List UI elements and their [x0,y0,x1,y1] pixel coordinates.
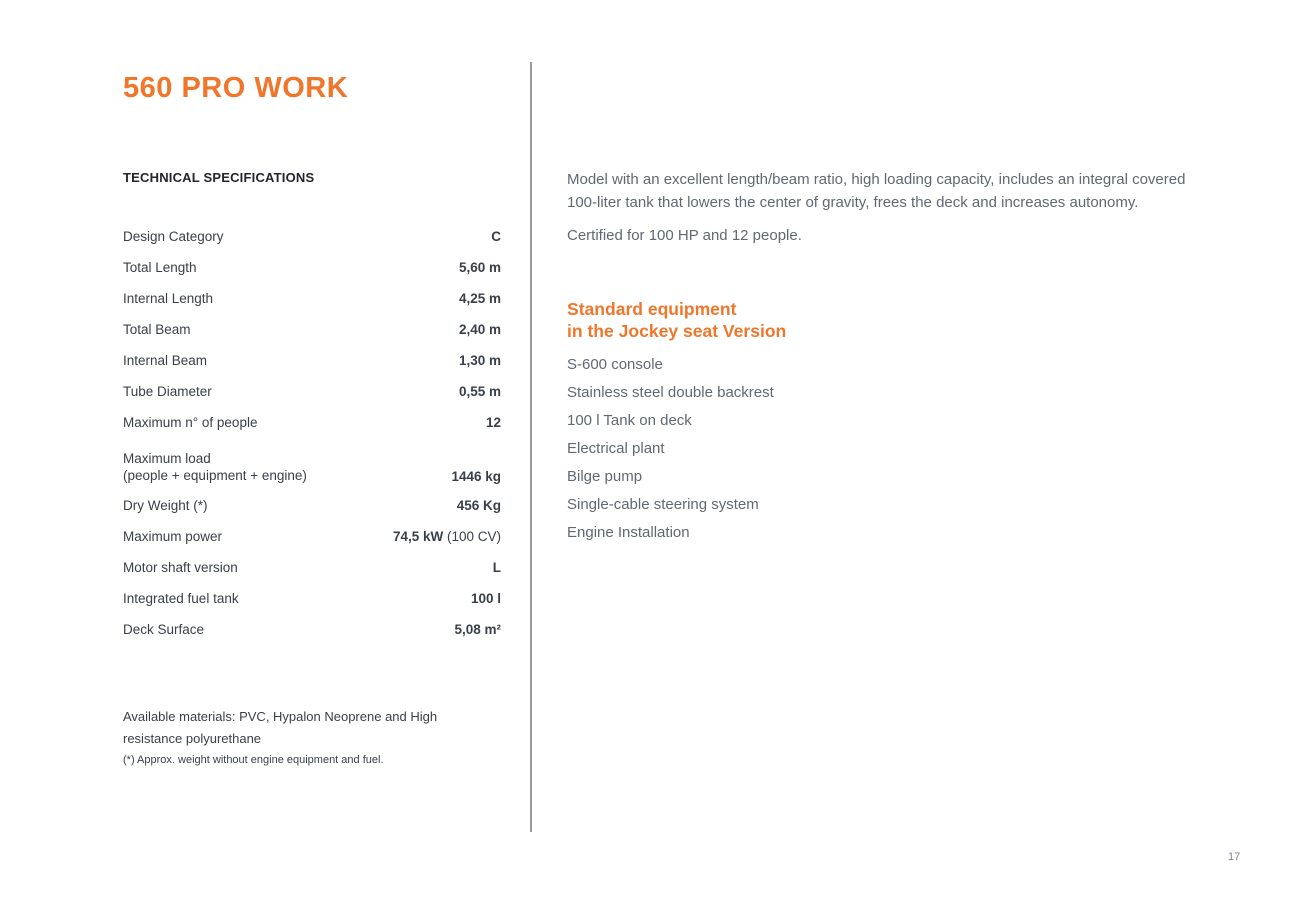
spec-label: Dry Weight (*) [123,498,208,513]
page-number: 17 [1228,851,1241,863]
spec-row-deck-surface [123,614,501,645]
equipment-item: Stainless steel double backrest [567,384,774,401]
spec-value: 5,60 m [458,260,501,275]
spec-row-max-load [123,438,501,490]
spec-value: 74,5 kW (100 CV) [392,529,501,544]
spec-label: Maximum power [123,529,223,544]
page-title: 560 PRO WORK [123,72,349,104]
spec-value: 2,40 m [458,322,501,337]
spec-value: 100 l [470,591,501,606]
equipment-list [567,351,1212,547]
certification-note: Certified for 100 HP and 12 people. [567,227,802,244]
spec-label: Maximum load (people + equipment + engine) [123,451,307,483]
standard-equipment-heading: Standard equipment in the Jockey seat Version [567,299,787,341]
spec-row-dry-weight [123,490,501,521]
spec-label: Maximum n° of people [123,415,258,430]
spec-value: 1,30 m [458,353,501,368]
spec-label: Motor shaft version [123,560,238,575]
spec-label: Tube Diameter [123,384,212,399]
spec-label: Total Length [123,260,197,275]
vertical-divider [530,62,532,832]
spec-value: 5,08 m² [454,622,501,637]
technical-specifications-heading: TECHNICAL SPECIFICATIONS [123,170,315,185]
spec-label: Integrated fuel tank [123,591,239,606]
spec-label: Internal Beam [123,353,208,368]
spec-value: L [492,560,501,575]
spec-value: 456 Kg [456,498,501,513]
spec-label: Design Category [123,229,224,244]
spec-value: 4,25 m [458,291,501,306]
equipment-item: Bilge pump [567,468,643,485]
equipment-item: 100 l Tank on deck [567,412,692,429]
equipment-item: Single-cable steering system [567,496,759,513]
spec-value: 12 [485,415,501,430]
spec-row-internal-beam [123,345,501,376]
equipment-item: Electrical plant [567,440,665,457]
spec-value: 1446 kg [451,469,501,484]
description-column [567,168,1212,547]
spec-row-motor-shaft [123,552,501,583]
equipment-item: S-600 console [567,356,663,373]
spec-row-total-beam [123,314,501,345]
spec-row-max-power [123,521,501,552]
spec-row-max-people [123,407,501,438]
spec-table [123,221,501,645]
spec-label: Deck Surface [123,622,205,637]
spec-label: Total Beam [123,322,191,337]
spec-row-total-length [123,252,501,283]
available-materials-note: Available materials: PVC, Hypalon Neoprene and High resistance polyurethane [123,709,438,746]
spec-row-tube-diameter [123,376,501,407]
weight-footnote: (*) Approx. weight without engine equipment and fuel. [123,754,384,766]
spec-value: C [491,229,501,244]
spec-row-design-category [123,221,501,252]
equipment-item: Engine Installation [567,524,690,541]
spec-label: Internal Length [123,291,214,306]
model-description: Model with an excellent length/beam ratio, high loading capacity, includes an integral covered 100-liter tank that lowers the center of gravity, frees the deck and increases autonomy. [567,171,1186,211]
spec-value: 0,55 m [458,384,501,399]
spec-row-fuel-tank [123,583,501,614]
spec-row-internal-length [123,283,501,314]
